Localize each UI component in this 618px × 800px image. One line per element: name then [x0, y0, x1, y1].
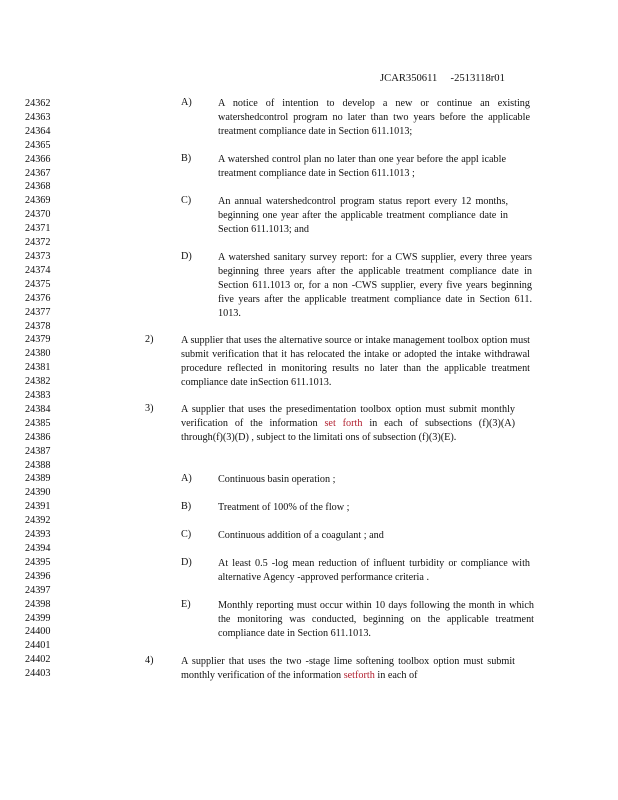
- line-number: 24399: [25, 612, 51, 624]
- item-text-d: A watershed sanitary survey report: for a CWS supplier, every three years beginning three years after the applicable treatment compliance date in Section 611.1013 or, for a non -CWS supplier, every five years beginning five years after the applicable treatment compliance date in Section 611. 1013.: [218, 252, 532, 319]
- item-text-b: A watershed control plan no later than one year before the appl icable treatment compliance date in Section 611.1013 ;: [218, 154, 506, 179]
- line-number: 24385: [25, 417, 51, 429]
- line-number: 24394: [25, 543, 51, 554]
- line-number: 24378: [25, 320, 51, 332]
- paragraph-3-text-before: A supplier that uses the presedimentation toolbox option must submit monthly verification of the information: [181, 404, 515, 429]
- subitem-label-e: E): [181, 599, 191, 610]
- paragraph-number-2: 2): [145, 334, 154, 345]
- line-number: 24375: [25, 278, 51, 290]
- line-number: 24384: [25, 403, 51, 415]
- line-number: 24370: [25, 209, 51, 221]
- line-number: 24368: [25, 181, 51, 193]
- line-number: 24398: [25, 598, 51, 610]
- subitem-text-c: Continuous addition of a coagulant ; and: [218, 530, 384, 541]
- document-header: [380, 73, 505, 84]
- line-number: 24387: [25, 445, 51, 457]
- line-number: 24371: [25, 223, 51, 235]
- line-numbers: [25, 97, 50, 681]
- line-number: 24396: [25, 570, 51, 582]
- line-number: 24402: [25, 654, 51, 666]
- line-number: 24389: [25, 473, 51, 485]
- line-number: 24372: [25, 237, 51, 249]
- line-number: 24364: [25, 125, 51, 137]
- doc-id: JCAR350611: [380, 73, 438, 84]
- line-number: 24363: [25, 111, 51, 123]
- line-number: 24362: [25, 98, 51, 109]
- doc-ref: -2513118r01: [450, 73, 505, 84]
- paragraph-number-4: 4): [145, 655, 154, 666]
- line-number: 24366: [25, 153, 51, 165]
- line-number: 24395: [25, 556, 51, 568]
- line-number: 24381: [25, 362, 51, 374]
- subitem-label-a: A): [181, 473, 192, 484]
- item-label-b: B): [181, 153, 192, 164]
- line-number: 24390: [25, 487, 51, 499]
- item-text-c: An annual watershedcontrol program status report every 12 months, beginning one year after the applicable treatment compliance date in Section 611.1013; and: [218, 196, 508, 235]
- item-label-d: D): [181, 251, 192, 262]
- line-number: 24380: [25, 348, 51, 360]
- highlight-set-forth: set forth: [324, 417, 363, 429]
- paragraph-text-3: [181, 403, 515, 445]
- item-text-a: A notice of intention to develop a new or continue an existing watershedcontrol program no later than two years before the applicable treatment compliance date in Section 611.1013;: [218, 98, 530, 137]
- line-number: 24365: [25, 139, 51, 151]
- subitem-label-b: B): [181, 501, 192, 512]
- paragraph-4-text-before: A supplier that uses the two -stage lime softening toolbox option must submit monthly verification of the information: [181, 656, 515, 681]
- line-number: 24403: [25, 668, 51, 680]
- highlight-setforth: setforth: [343, 669, 375, 681]
- line-number: 24393: [25, 529, 51, 541]
- line-number: 24401: [25, 640, 51, 652]
- subitem-label-c: C): [181, 529, 192, 540]
- line-number: 24376: [25, 292, 51, 304]
- line-number: 24373: [25, 250, 51, 262]
- item-label-a: A): [181, 97, 192, 108]
- line-number: 24369: [25, 195, 51, 207]
- subitem-text-a: Continuous basin operation ;: [218, 474, 336, 485]
- paragraph-number-3: 3): [145, 403, 154, 414]
- line-number: 24379: [25, 334, 51, 346]
- subitem-text-b: Treatment of 100% of the flow ;: [218, 502, 350, 513]
- line-number: 24388: [25, 459, 51, 471]
- paragraph-text-2: A supplier that uses the alternative source or intake management toolbox option must submit verification that it has relocated the intake or adopted the intake withdrawal procedure reflected in monitoring results no later than the applicable treatment compliance date inSection 611.1013.: [181, 335, 530, 388]
- line-number: 24391: [25, 501, 51, 513]
- subitem-label-d: D): [181, 557, 192, 568]
- line-number: 24382: [25, 376, 51, 388]
- paragraph-4-text-after: in each of: [377, 669, 418, 681]
- subitem-text-d: At least 0.5 -log mean reduction of influent turbidity or compliance with alternative Agency -approved performance criteria .: [218, 558, 530, 583]
- line-number: 24377: [25, 306, 51, 318]
- subitem-text-e: Monthly reporting must occur within 10 days following the month in which the monitoring was conducted, beginning on the applicable treatment compliance date in Section 611.1013.: [218, 600, 534, 639]
- line-number: 24367: [25, 167, 51, 179]
- line-number: 24400: [25, 626, 51, 638]
- paragraph-text-4: [181, 655, 515, 683]
- line-number: 24383: [25, 390, 51, 402]
- line-number: 24392: [25, 515, 51, 527]
- paragraph-3-text-after: in each of subsections (f)(3)(A) through(f)(3)(D) , subject to the limitati ons of subsection (f)(3)(E).: [181, 417, 516, 443]
- line-number: 24386: [25, 431, 51, 443]
- line-number: 24374: [25, 264, 51, 276]
- line-number: 24397: [25, 584, 51, 596]
- item-label-c: C): [181, 195, 192, 206]
